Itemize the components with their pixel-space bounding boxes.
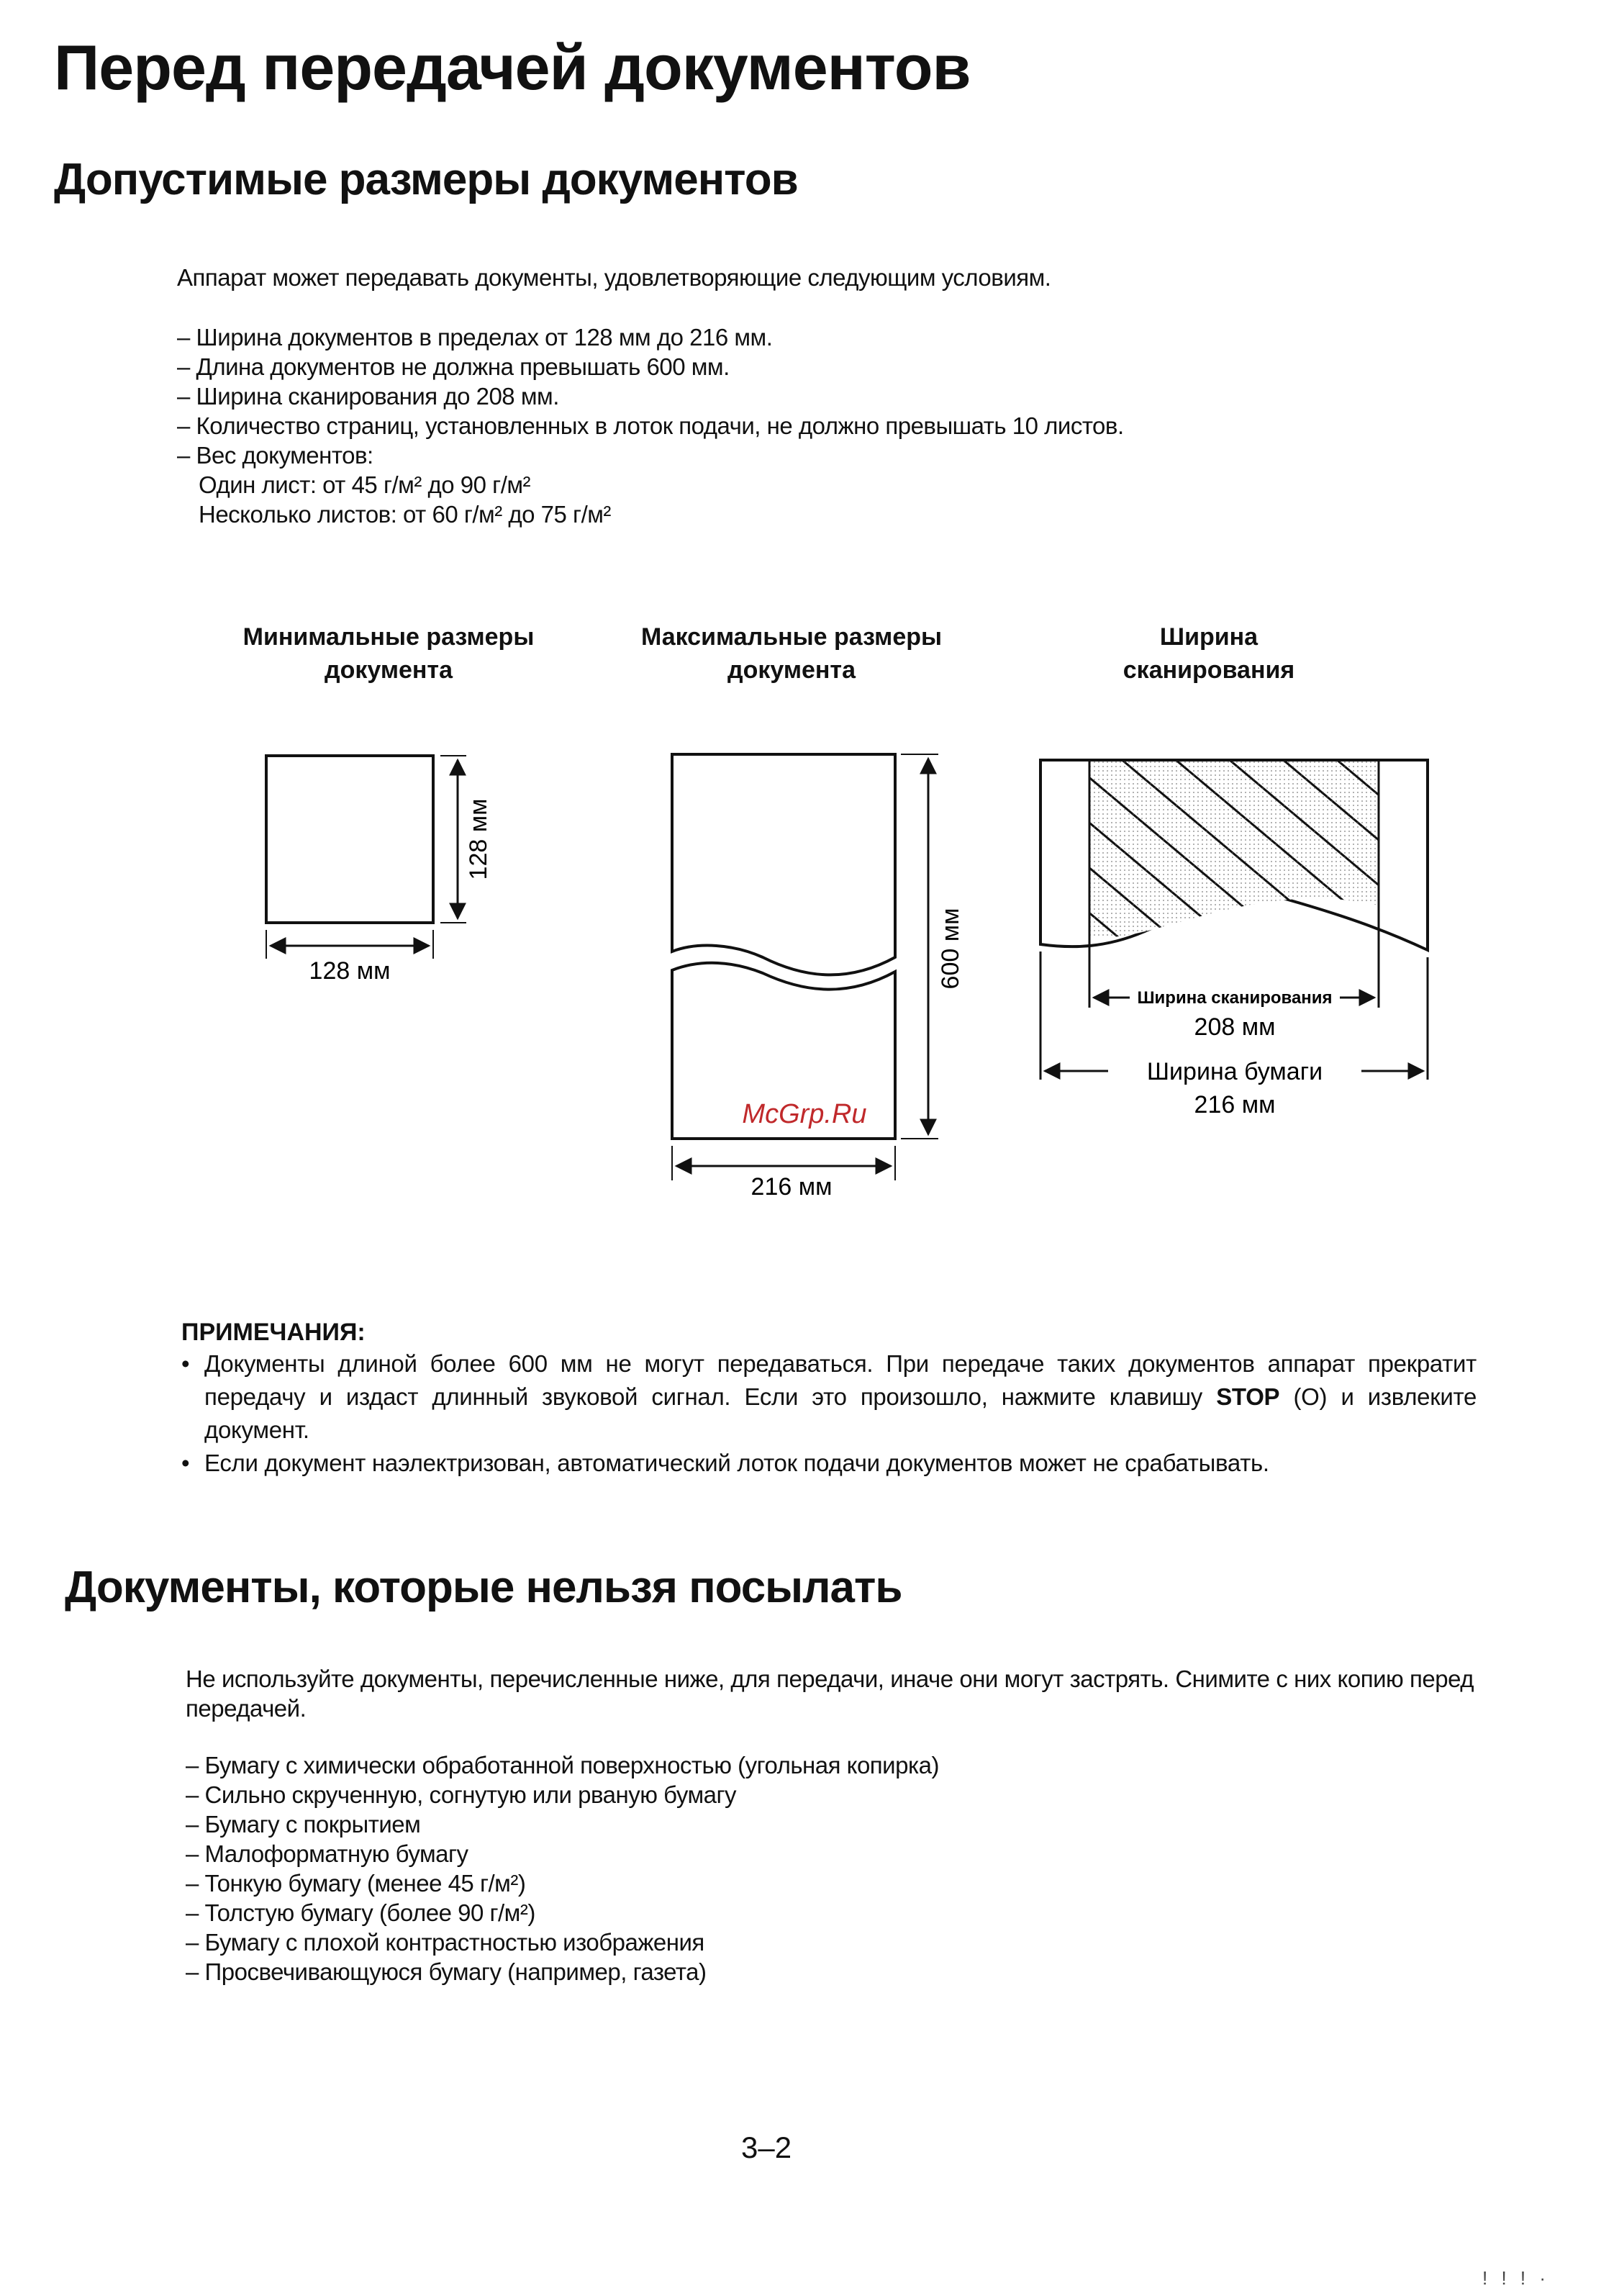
- forbidden-item: – Сильно скрученную, согнутую или рваную бумагу: [186, 1781, 737, 1808]
- condition-item: – Ширина документов в пределах от 128 мм до 216 мм.: [177, 324, 773, 351]
- watermark: McGrp.Ru: [742, 1099, 867, 1129]
- forbidden-item: – Бумагу с покрытием: [186, 1811, 421, 1838]
- notes-block: [181, 1317, 1477, 1480]
- forbidden-item: – Бумагу с плохой контрастностью изображения: [186, 1929, 704, 1956]
- page-title: Перед передачей документов: [54, 32, 971, 103]
- scan-width-label: Ширина сканирования: [1137, 988, 1333, 1008]
- scan-width-caption: Ширина сканирования: [1123, 623, 1295, 684]
- note-item: • Документы длиной более 600 мм не могут передаваться. При передаче таких документов аппарат прекратит передачу и издаст длинный звуковой сигнал. Если это произошло, нажмите клавишу STOP (O) и извлеките документ.: [181, 1347, 1477, 1447]
- condition-item: – Длина документов не должна превышать 600 мм.: [177, 353, 730, 380]
- forbidden-item: – Просвечивающуюся бумагу (например, газета): [186, 1958, 707, 1985]
- condition-item: – Вес документов:: [177, 442, 373, 469]
- section-heading-forbidden: Документы, которые нельзя посылать: [65, 1563, 902, 1612]
- scan-width-diagram: [1040, 760, 1428, 1118]
- section-heading-sizes: Допустимые размеры документов: [54, 155, 798, 204]
- corner-marks: ! ! ! ·: [1482, 2267, 1550, 2289]
- condition-item: Несколько листов: от 60 г/м² до 75 г/м²: [199, 501, 611, 528]
- max-size-caption: Максимальные размеры документа: [640, 623, 943, 684]
- bullet: •: [181, 1450, 190, 1476]
- sizes-intro: Аппарат может передавать документы, удовлетворяющие следующим условиям.: [177, 264, 1051, 291]
- forbidden-item: – Толстую бумагу (более 90 г/м²): [186, 1899, 535, 1926]
- scan-width-value: 208 мм: [1194, 1013, 1276, 1041]
- min-height-label: 128 мм: [465, 798, 492, 880]
- bullet: •: [181, 1350, 190, 1377]
- paper-width-value: 216 мм: [1194, 1091, 1276, 1118]
- max-height-label: 600 мм: [937, 908, 964, 990]
- stop-key: STOP: [1216, 1383, 1280, 1410]
- paper-width-label: Ширина бумаги: [1146, 1058, 1323, 1085]
- condition-item: – Ширина сканирования до 208 мм.: [177, 383, 559, 410]
- notes-title: ПРИМЕЧАНИЯ:: [181, 1319, 366, 1346]
- forbidden-list: [186, 1750, 939, 1987]
- page-number: 3–2: [741, 2130, 792, 2164]
- forbidden-item: – Тонкую бумагу (менее 45 г/м²): [186, 1870, 526, 1897]
- max-width-label: 216 мм: [750, 1173, 833, 1201]
- forbidden-item: – Бумагу с химически обработанной поверхностью (угольная копирка): [186, 1752, 939, 1779]
- min-size-diagram: [266, 756, 492, 985]
- max-size-diagram: [672, 754, 964, 1201]
- min-width-label: 128 мм: [309, 957, 391, 985]
- forbidden-intro: Не используйте документы, перечисленные ниже, для передачи, иначе они могут застрять. Снимите с них копию перед передачей.: [186, 1665, 1474, 1722]
- condition-item: – Количество страниц, установленных в лоток подачи, не должно превышать 10 листов.: [177, 412, 1124, 439]
- condition-item: Один лист: от 45 г/м² до 90 г/м²: [199, 471, 531, 498]
- note-item: • Если документ наэлектризован, автоматический лоток подачи документов может не срабатывать.: [181, 1447, 1477, 1480]
- forbidden-item: – Малоформатную бумагу: [186, 1840, 468, 1867]
- min-size-caption: Минимальные размеры документа: [242, 623, 535, 684]
